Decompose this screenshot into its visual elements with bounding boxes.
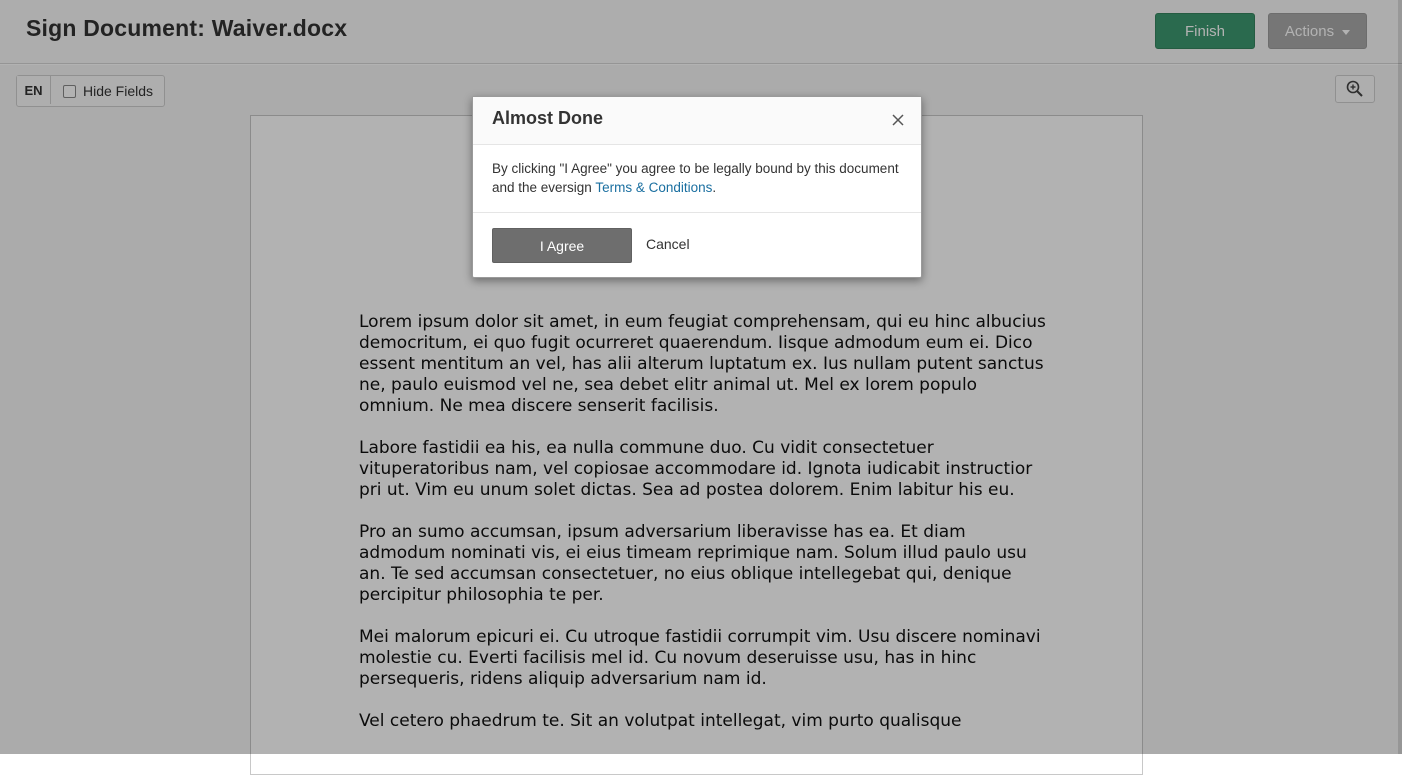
dialog-footer bbox=[473, 213, 921, 277]
dialog-body bbox=[473, 145, 921, 213]
document-paragraph: Lorem ipsum dolor sit amet, in eum feugiat comprehensam, qui eu hinc albucius democritum, ei quo fugit ocurreret quaerendum. Iisque admodum eum ei. Dico essent mentitum an vel, has alii alterum luptatum ex. Ius nullam putent sanctus ne, paulo euismod vel ne, sea debet elitr animal ut. Mel ex lorem populo omnium. Ne mea discere senserit facilisis. bbox=[359, 312, 1046, 416]
document-paragraph: Labore fastidii ea his, ea nulla commune duo. Cu vidit consectetuer vituperatoribus nam, vel copiosae accommodare id. Ignota iudicabit instructior pri ut. Vim eu unum solet dictas. Sea ad postea dolorem. Enim labitur his eu. bbox=[359, 438, 1033, 500]
actions-label: Actions bbox=[1284, 22, 1335, 40]
scrollbar-edge bbox=[1398, 0, 1402, 754]
i-agree-button[interactable]: I Agree bbox=[492, 228, 632, 263]
terms-conditions-link[interactable]: Terms & Conditions bbox=[595, 180, 713, 195]
dialog-header bbox=[473, 97, 921, 145]
close-button[interactable] bbox=[889, 111, 907, 129]
document-paragraph: Mei malorum epicuri ei. Cu utroque fastidii corrumpit vim. Usu discere nominavi molestie cu. Everti facilisis mel id. Cu novum deseruisse usu, has in hinc persequeris, ridens aliquip adversarium nam id. bbox=[359, 627, 1041, 689]
hide-fields-label: Hide Fields bbox=[83, 83, 154, 99]
cancel-button[interactable]: Cancel bbox=[646, 236, 690, 252]
document-paragraph: Vel cetero phaedrum te. Sit an volutpat intellegat, vim purto qualisque bbox=[359, 711, 962, 731]
dialog-message-end: . bbox=[712, 180, 717, 195]
document-paragraph: Pro an sumo accumsan, ipsum adversarium liberavisse has ea. Et diam admodum nominati vis, ei eius timeam reprimique nam. Solum illud paulo usu an. Te sed accumsan consectetuer, no eius oblique intellegebat qui, denique percipitur philosophia te per. bbox=[359, 522, 1027, 605]
dialog-message: By clicking "I Agree" you agree to be legally bound by this document and the eversign bbox=[492, 161, 899, 195]
language-button[interactable]: EN bbox=[17, 76, 51, 104]
agree-dialog bbox=[472, 96, 922, 278]
finish-button[interactable]: Finish bbox=[1155, 13, 1255, 49]
page-title: Sign Document: Waiver.docx bbox=[26, 15, 348, 41]
dialog-title: Almost Done bbox=[492, 108, 604, 128]
close-icon bbox=[889, 111, 907, 129]
